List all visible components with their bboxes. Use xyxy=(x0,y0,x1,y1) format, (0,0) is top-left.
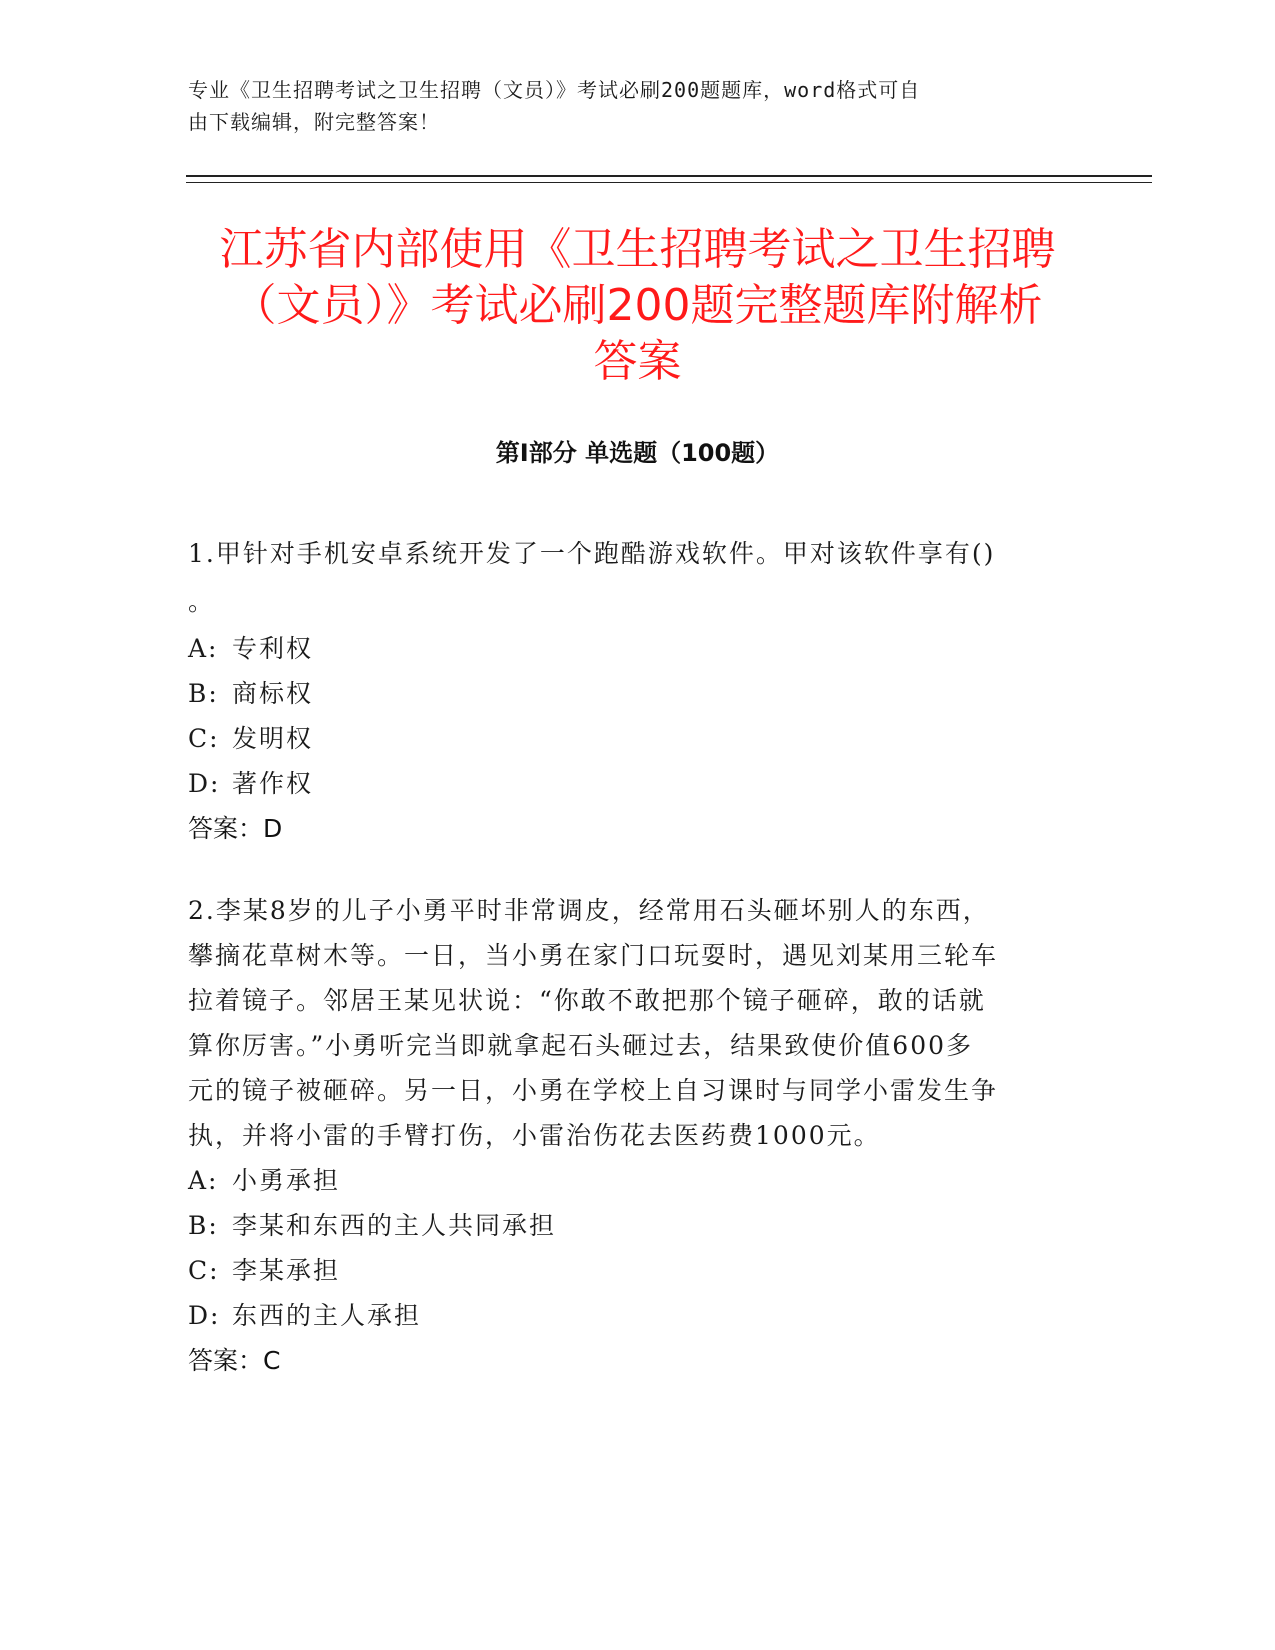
option-text: 小勇承担 xyxy=(232,1166,341,1195)
option-letter: B: xyxy=(188,679,219,708)
header-note-line-1: 专业《卫生招聘考试之卫生招聘（文员）》考试必刷200题题库，word格式可自 xyxy=(188,78,921,102)
question-stem-line: 算你厉害。”小勇听完当即就拿起石头砸过去，结果致使价值600多 xyxy=(188,1031,974,1060)
section-heading: 第Ⅰ部分 单选题（100题） xyxy=(495,439,780,467)
question-stem-line: 元的镜子被砸碎。另一日，小勇在学校上自习课时与同学小雷发生争 xyxy=(188,1076,999,1105)
option-text: 李某承担 xyxy=(232,1256,341,1285)
question-stem-line: 拉着镜子。邻居王某见状说：“你敢不敢把那个镜子砸碎，敢的话就 xyxy=(188,986,986,1015)
option-c xyxy=(188,1248,1058,1293)
question-stem-line: 2.李某8岁的儿子小勇平时非常调皮，经常用石头砸坏别人的东西， xyxy=(188,896,990,925)
title-line-2: （文员）》考试必刷200题完整题库附解析 xyxy=(232,280,1043,331)
option-letter: C: xyxy=(188,1256,220,1285)
question-stem-line: 。 xyxy=(188,587,216,616)
document-title xyxy=(180,222,1095,390)
option-letter: B: xyxy=(188,1211,219,1240)
option-d xyxy=(188,761,1058,806)
option-d xyxy=(188,1293,1058,1338)
option-b xyxy=(188,671,1058,716)
option-letter: A: xyxy=(188,634,219,663)
option-a xyxy=(188,1158,1058,1203)
option-letter: D: xyxy=(188,1301,221,1330)
option-a xyxy=(188,626,1058,671)
option-text: 著作权 xyxy=(232,769,314,798)
option-text: 李某和东西的主人共同承担 xyxy=(232,1211,557,1240)
answer-text: 答案：D xyxy=(188,814,283,843)
question-stem-line: 执，并将小雷的手臂打伤，小雷治伤花去医药费1000元。 xyxy=(188,1121,881,1150)
question-stem-line: 攀摘花草树木等。一日，当小勇在家门口玩耍时，遇见刘某用三轮车 xyxy=(188,941,999,970)
header-divider-thin xyxy=(186,182,1152,183)
header-divider-thick xyxy=(186,175,1152,177)
title-line-3: 答案 xyxy=(593,336,682,387)
question-2 xyxy=(188,888,1058,1383)
header-note xyxy=(188,74,1068,138)
question-1 xyxy=(188,530,1058,851)
answer-text: 答案：C xyxy=(188,1346,281,1375)
option-c xyxy=(188,716,1058,761)
option-text: 东西的主人承担 xyxy=(232,1301,422,1330)
header-note-line-2: 由下载编辑，附完整答案！ xyxy=(188,110,440,134)
title-line-1: 江苏省内部使用《卫生招聘考试之卫生招聘 xyxy=(219,224,1056,275)
option-b xyxy=(188,1203,1058,1248)
option-letter: D: xyxy=(188,769,221,798)
option-text: 专利权 xyxy=(232,634,314,663)
question-stem-line: 1.甲针对手机安卓系统开发了一个跑酷游戏软件。甲对该软件享有() xyxy=(188,539,996,568)
option-letter: C: xyxy=(188,724,220,753)
option-letter: A: xyxy=(188,1166,219,1195)
option-text: 发明权 xyxy=(232,724,314,753)
option-text: 商标权 xyxy=(232,679,314,708)
